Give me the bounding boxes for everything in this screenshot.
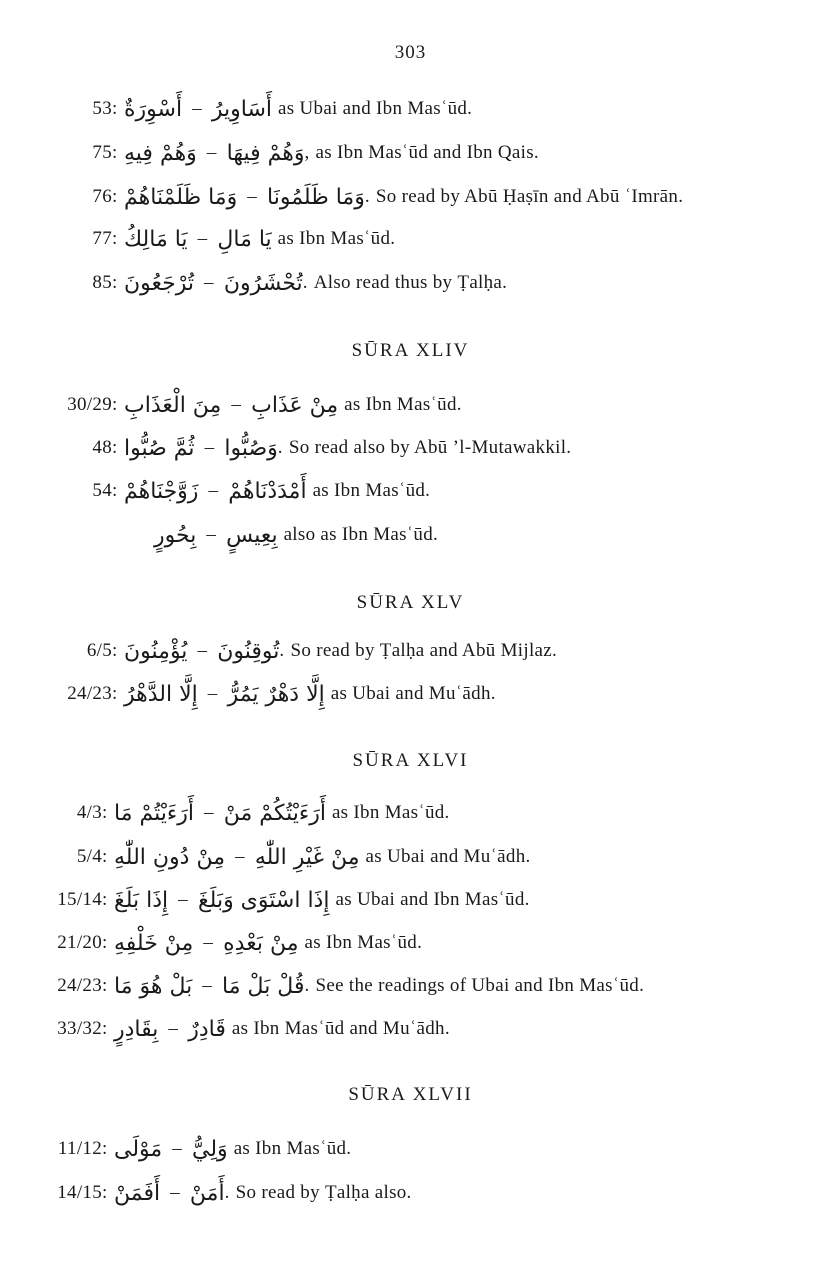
reading-note: So read also by Abū ’l-Mutawakkil. (288, 437, 572, 458)
arabic-reading-standard: مِنْ دُونِ اللّٰهِ (114, 844, 225, 870)
arabic-reading-standard: مِنَ الْعَذَابِ (124, 392, 222, 418)
arabic-reading-variant: مِنْ غَيْرِ اللّٰهِ (254, 844, 360, 870)
reading-dash: – (197, 228, 208, 249)
reference-colon: : (112, 640, 118, 661)
arabic-reading-standard: أَسْوِرَةٌ (124, 96, 183, 122)
reading-dash: – (206, 524, 217, 545)
verse-reference: 76 (92, 186, 112, 207)
reading-note: as Ibn Masʿūd and Muʿādh. (231, 1018, 450, 1039)
reference-colon: : (112, 98, 118, 119)
reading-note: as Ibn Masʿūd and Ibn Qais. (315, 142, 539, 163)
verse-reference: 15/14 (57, 889, 102, 910)
sura-heading: SŪRA XLVI (352, 750, 469, 771)
arabic-reading-variant: يَا مَالِ (217, 226, 272, 252)
reading-dash: – (178, 889, 188, 910)
reading-dash: – (204, 272, 214, 293)
sura-heading: SŪRA XLIV (351, 340, 470, 361)
reading-dash: – (203, 932, 214, 953)
arabic-reading-standard: إِلَّا الدَّهْرُ (124, 681, 198, 707)
verse-reference: 53 (92, 98, 112, 119)
page-number: 303 (394, 42, 427, 63)
verse-reference: 75 (92, 142, 112, 163)
reading-dash: – (207, 683, 218, 704)
arabic-reading-variant: مِنْ بَعْدِهِ (223, 930, 299, 956)
reference-colon: : (112, 272, 118, 293)
reading-separator: . (364, 186, 370, 207)
arabic-reading-standard: بِحُورٍ (154, 522, 197, 548)
verse-reference: 85 (92, 272, 112, 293)
reading-dash: – (206, 142, 217, 163)
verse-reference: 24/23 (67, 683, 112, 704)
arabic-reading-standard: زَوَّجْنَاهُمْ (124, 478, 199, 504)
variant-reading-entry (30, 518, 438, 552)
arabic-reading-variant: تُحْشَرُونَ (223, 270, 303, 296)
reading-separator: . (224, 1182, 230, 1203)
reading-dash: – (231, 394, 242, 415)
arabic-reading-variant: وَمَا ظَلَمُونَا (267, 184, 365, 210)
reference-colon: : (102, 1018, 108, 1039)
reading-separator: . (277, 437, 283, 458)
reading-separator: . (279, 640, 285, 661)
reading-dash: – (197, 640, 208, 661)
arabic-reading-variant: أَسَاوِيرُ (211, 96, 273, 122)
reference-colon: : (102, 932, 108, 953)
arabic-reading-variant: تُوقِنُونَ (217, 638, 280, 664)
arabic-reading-variant: قُلْ بَلْ مَا (222, 973, 305, 999)
reading-note: See the readings of Ubai and Ibn Masʿūd. (315, 975, 645, 996)
reference-colon: : (112, 228, 118, 249)
arabic-reading-standard: وَمَا ظَلَمْنَاهُمْ (124, 184, 238, 210)
reading-dash: – (203, 802, 214, 823)
arabic-reading-variant: وَهُمْ فِيهَا (226, 140, 305, 166)
verse-reference: 11/12 (57, 1138, 102, 1159)
arabic-reading-standard: تُرْجَعُونَ (124, 270, 194, 296)
reference-colon: : (112, 683, 118, 704)
arabic-reading-variant: إِلَّا دَهْرٌ يَمُرُّ (227, 681, 325, 707)
reference-colon: : (102, 975, 108, 996)
reading-dash: – (168, 1018, 179, 1039)
verse-reference: 54 (92, 480, 112, 501)
variant-reading-entry (0, 222, 395, 256)
reading-note: as Ibn Masʿūd. (344, 394, 462, 415)
reading-note: as Ibn Masʿūd. (304, 932, 423, 953)
arabic-reading-variant: مِنْ عَذَابِ (251, 392, 339, 418)
arabic-reading-standard: إِذَا بَلَغَ (114, 887, 169, 913)
arabic-reading-standard: أَفَمَنْ (114, 1180, 161, 1206)
reading-note: as Ubai and Ibn Masʿūd. (278, 98, 473, 119)
arabic-reading-variant: أَمَنْ (189, 1180, 225, 1206)
verse-reference: 4/3 (76, 802, 102, 823)
reading-note: also as Ibn Masʿūd. (283, 524, 439, 545)
arabic-reading-standard: وَهُمْ فِيهِ (124, 140, 197, 166)
variant-reading-entry (0, 1176, 412, 1210)
verse-reference: 21/20 (57, 932, 102, 953)
reference-colon: : (102, 802, 108, 823)
reference-colon: : (112, 394, 118, 415)
arabic-reading-standard: يُؤْمِنُونَ (124, 638, 188, 664)
reading-note: as Ibn Masʿūd. (312, 480, 431, 501)
variant-reading-entry (0, 883, 530, 917)
verse-reference: 24/23 (57, 975, 102, 996)
verse-reference: 33/32 (57, 1018, 102, 1039)
verse-reference: 30/29 (67, 394, 112, 415)
verse-reference: 77 (92, 228, 112, 249)
reading-note: as Ibn Masʿūd. (331, 802, 450, 823)
variant-reading-entry (0, 136, 539, 170)
reading-note: Also read thus by Ṭalḥa. (313, 272, 508, 293)
verse-reference: 48 (92, 437, 112, 458)
arabic-reading-standard: يَا مَالِكُ (124, 226, 188, 252)
reading-note: as Ibn Masʿūd. (277, 228, 396, 249)
reading-note: So read by Ṭalḥa also. (235, 1182, 412, 1203)
sura-heading: SŪRA XLV (356, 592, 465, 613)
reading-dash: – (202, 975, 213, 996)
reading-dash: – (204, 437, 215, 458)
variant-reading-entry (0, 474, 430, 508)
reading-note: So read by Ṭalḥa and Abū Mijlaz. (290, 640, 558, 661)
reading-note: So read by Abū Ḥaṣīn and Abū ʿImrān. (375, 186, 684, 207)
reading-note: as Ubai and Ibn Masʿūd. (335, 889, 530, 910)
reference-colon: : (112, 480, 118, 501)
reference-colon: : (112, 437, 118, 458)
reference-colon: : (112, 142, 118, 163)
reading-separator: , (304, 142, 310, 163)
variant-reading-entry (0, 677, 496, 711)
reference-colon: : (102, 1138, 108, 1159)
verse-reference: 6/5 (86, 640, 112, 661)
variant-reading-entry (0, 388, 462, 422)
arabic-reading-variant: قَادِرٌ (188, 1016, 226, 1042)
reading-note: as Ubai and Muʿādh. (365, 846, 531, 867)
arabic-reading-variant: وَلِيُّ (192, 1136, 228, 1162)
reading-dash: – (172, 1138, 183, 1159)
variant-reading-entry (0, 634, 557, 668)
arabic-reading-standard: مَوْلَى (114, 1136, 163, 1162)
arabic-reading-standard: بَلْ هُوَ مَا (114, 973, 193, 999)
reading-dash: – (235, 846, 245, 867)
reading-dash: – (208, 480, 219, 501)
variant-reading-entry (0, 926, 422, 960)
verse-reference: 5/4 (76, 846, 102, 867)
reference-colon: : (102, 889, 108, 910)
reading-dash: – (192, 98, 202, 119)
reference-colon: : (102, 846, 108, 867)
reading-dash: – (170, 1182, 180, 1203)
arabic-reading-standard: ثُمَّ صُبُّوا (124, 435, 195, 461)
variant-reading-entry (0, 180, 683, 214)
variant-reading-entry (0, 796, 450, 830)
variant-reading-entry (0, 431, 571, 465)
variant-reading-entry (0, 1132, 351, 1166)
reference-colon: : (112, 186, 118, 207)
reading-dash: – (247, 186, 258, 207)
arabic-reading-variant: إِذَا اسْتَوَى وَبَلَغَ (197, 887, 330, 913)
arabic-reading-variant: بِعِيسٍ (226, 522, 278, 548)
arabic-reading-variant: أَرَءَيْتُكُمْ مَنْ (223, 800, 326, 826)
variant-reading-entry (0, 969, 644, 1003)
reading-separator: . (304, 975, 310, 996)
arabic-reading-variant: وَصُبُّوا (224, 435, 278, 461)
arabic-reading-standard: بِقَادِرٍ (114, 1016, 159, 1042)
arabic-reading-standard: أَرَءَيْتُمْ مَا (114, 800, 194, 826)
verse-reference: 14/15 (57, 1182, 102, 1203)
variant-reading-entry (0, 840, 531, 874)
arabic-reading-variant: أَمْدَدْنَاهُمْ (228, 478, 307, 504)
arabic-reading-standard: مِنْ خَلْفِهِ (114, 930, 194, 956)
variant-reading-entry (0, 266, 507, 300)
reading-separator: . (302, 272, 308, 293)
variant-reading-entry (0, 92, 472, 126)
variant-reading-entry (0, 1012, 450, 1046)
reference-colon: : (102, 1182, 108, 1203)
reading-note: as Ubai and Muʿādh. (330, 683, 496, 704)
sura-heading: SŪRA XLVII (348, 1084, 473, 1105)
reading-note: as Ibn Masʿūd. (233, 1138, 352, 1159)
